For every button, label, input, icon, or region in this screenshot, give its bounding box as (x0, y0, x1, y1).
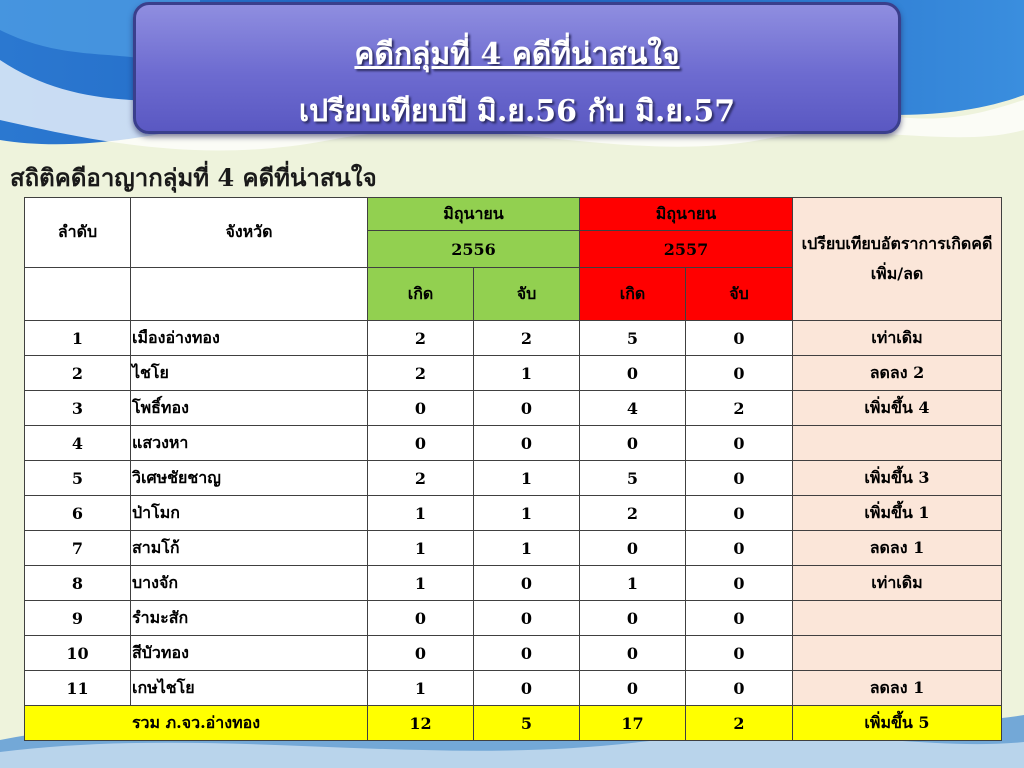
cell-arrest-2556: 0 (474, 636, 580, 671)
cell-rank: 7 (25, 531, 131, 566)
table-row (25, 356, 1002, 391)
cell-arrest-2557: 0 (686, 426, 793, 461)
page-title: คดีกลุ่มที่ 4 คดีที่น่าสนใจ (354, 37, 680, 72)
cell-occur-2556: 0 (368, 426, 474, 461)
cell-province: สีบัวทอง (131, 636, 368, 671)
cell-rank: 3 (25, 391, 131, 426)
cell-occur-2556: 0 (368, 391, 474, 426)
cell-arrest-2556: 1 (474, 531, 580, 566)
table-row (25, 426, 1002, 461)
cell-province: ไชโย (131, 356, 368, 391)
cell-province: รำมะสัก (131, 601, 368, 636)
cell-occur-2557: 0 (580, 636, 686, 671)
cell-rank: 9 (25, 601, 131, 636)
cell-arrest-2557: 0 (686, 461, 793, 496)
cell-occur-2556: 1 (368, 566, 474, 601)
cell-occur-2556: 0 (368, 636, 474, 671)
cell-occur-2557: 0 (580, 356, 686, 391)
cell-occur-2556: 2 (368, 356, 474, 391)
cell-occur-2556: 1 (368, 496, 474, 531)
table-row (25, 566, 1002, 601)
header-compare: เปรียบเทียบอัตราการเกิดคดี เพิ่ม/ลด (793, 198, 1002, 321)
cell-province: เมืองอ่างทอง (131, 321, 368, 356)
header-month-2557: มิถุนายน (580, 198, 793, 231)
cell-compare (793, 636, 1002, 671)
cell-arrest-2557: 0 (686, 671, 793, 706)
cell-province: เกษไชโย (131, 671, 368, 706)
page-subtitle: เปรียบเทียบปี มิ.ย.56 กับ มิ.ย.57 (298, 94, 736, 129)
cell-occur-2557: 0 (580, 531, 686, 566)
table-row (25, 461, 1002, 496)
cell-rank: 8 (25, 566, 131, 601)
cell-compare: ลดลง 2 (793, 356, 1002, 391)
total-label: รวม ภ.จว.อ่างทอง (25, 706, 368, 741)
cell-occur-2557: 5 (580, 321, 686, 356)
header-arrest-2556: จับ (474, 268, 580, 321)
cell-occur-2556: 1 (368, 531, 474, 566)
cell-arrest-2556: 0 (474, 391, 580, 426)
table-row (25, 496, 1002, 531)
cell-arrest-2557: 2 (686, 391, 793, 426)
cell-arrest-2557: 0 (686, 636, 793, 671)
cell-arrest-2556: 0 (474, 671, 580, 706)
cell-arrest-2557: 0 (686, 356, 793, 391)
cell-province: วิเศษชัยชาญ (131, 461, 368, 496)
cell-province: แสวงหา (131, 426, 368, 461)
cell-arrest-2557: 0 (686, 321, 793, 356)
cell-arrest-2557: 0 (686, 601, 793, 636)
cell-arrest-2556: 1 (474, 356, 580, 391)
cell-compare: เพิ่มขึ้น 4 (793, 391, 1002, 426)
table-row (25, 531, 1002, 566)
cell-occur-2556: 2 (368, 321, 474, 356)
cell-arrest-2557: 0 (686, 531, 793, 566)
cell-arrest-2556: 1 (474, 461, 580, 496)
header-rank-blank (25, 268, 131, 321)
total-compare: เพิ่มขึ้น 5 (793, 706, 1002, 741)
cell-arrest-2556: 2 (474, 321, 580, 356)
cell-arrest-2556: 0 (474, 426, 580, 461)
cell-arrest-2556: 0 (474, 566, 580, 601)
title-banner (133, 2, 901, 134)
header-province: จังหวัด (131, 198, 368, 268)
table-row (25, 601, 1002, 636)
cell-occur-2557: 5 (580, 461, 686, 496)
cell-rank: 11 (25, 671, 131, 706)
cell-rank: 10 (25, 636, 131, 671)
table-row (25, 671, 1002, 706)
cell-occur-2557: 0 (580, 671, 686, 706)
header-arrest-2557: จับ (686, 268, 793, 321)
table-caption: สถิติคดีอาญากลุ่มที่ 4 คดีที่น่าสนใจ (10, 163, 377, 192)
total-row (25, 706, 1002, 741)
cell-arrest-2556: 0 (474, 601, 580, 636)
cell-rank: 6 (25, 496, 131, 531)
table-row (25, 636, 1002, 671)
cell-arrest-2557: 0 (686, 496, 793, 531)
cell-occur-2557: 1 (580, 566, 686, 601)
table-row (25, 321, 1002, 356)
total-occur-2557: 17 (580, 706, 686, 741)
cell-province: สามโก้ (131, 531, 368, 566)
total-occur-2556: 12 (368, 706, 474, 741)
header-occur-2556: เกิด (368, 268, 474, 321)
cell-rank: 5 (25, 461, 131, 496)
cell-compare (793, 601, 1002, 636)
cell-rank: 1 (25, 321, 131, 356)
cell-compare: ลดลง 1 (793, 671, 1002, 706)
cell-rank: 2 (25, 356, 131, 391)
table-row (25, 391, 1002, 426)
cell-compare: เท่าเดิม (793, 321, 1002, 356)
cell-occur-2557: 4 (580, 391, 686, 426)
cell-occur-2556: 0 (368, 601, 474, 636)
header-year-2557: 2557 (580, 231, 793, 268)
cell-arrest-2557: 0 (686, 566, 793, 601)
total-arrest-2556: 5 (474, 706, 580, 741)
cell-compare: เพิ่มขึ้น 3 (793, 461, 1002, 496)
header-rank: ลำดับ (25, 198, 131, 268)
cell-occur-2556: 1 (368, 671, 474, 706)
cell-occur-2557: 0 (580, 601, 686, 636)
cell-occur-2557: 2 (580, 496, 686, 531)
cell-compare: เพิ่มขึ้น 1 (793, 496, 1002, 531)
crime-statistics-table (24, 197, 1002, 741)
cell-province: บางจัก (131, 566, 368, 601)
cell-compare: ลดลง 1 (793, 531, 1002, 566)
cell-rank: 4 (25, 426, 131, 461)
header-occur-2557: เกิด (580, 268, 686, 321)
cell-arrest-2556: 1 (474, 496, 580, 531)
total-arrest-2557: 2 (686, 706, 793, 741)
header-month-2556: มิถุนายน (368, 198, 580, 231)
cell-occur-2557: 0 (580, 426, 686, 461)
header-year-2556: 2556 (368, 231, 580, 268)
cell-province: โพธิ์ทอง (131, 391, 368, 426)
cell-occur-2556: 2 (368, 461, 474, 496)
cell-province: ป่าโมก (131, 496, 368, 531)
cell-compare: เท่าเดิม (793, 566, 1002, 601)
cell-compare (793, 426, 1002, 461)
header-province-blank (131, 268, 368, 321)
